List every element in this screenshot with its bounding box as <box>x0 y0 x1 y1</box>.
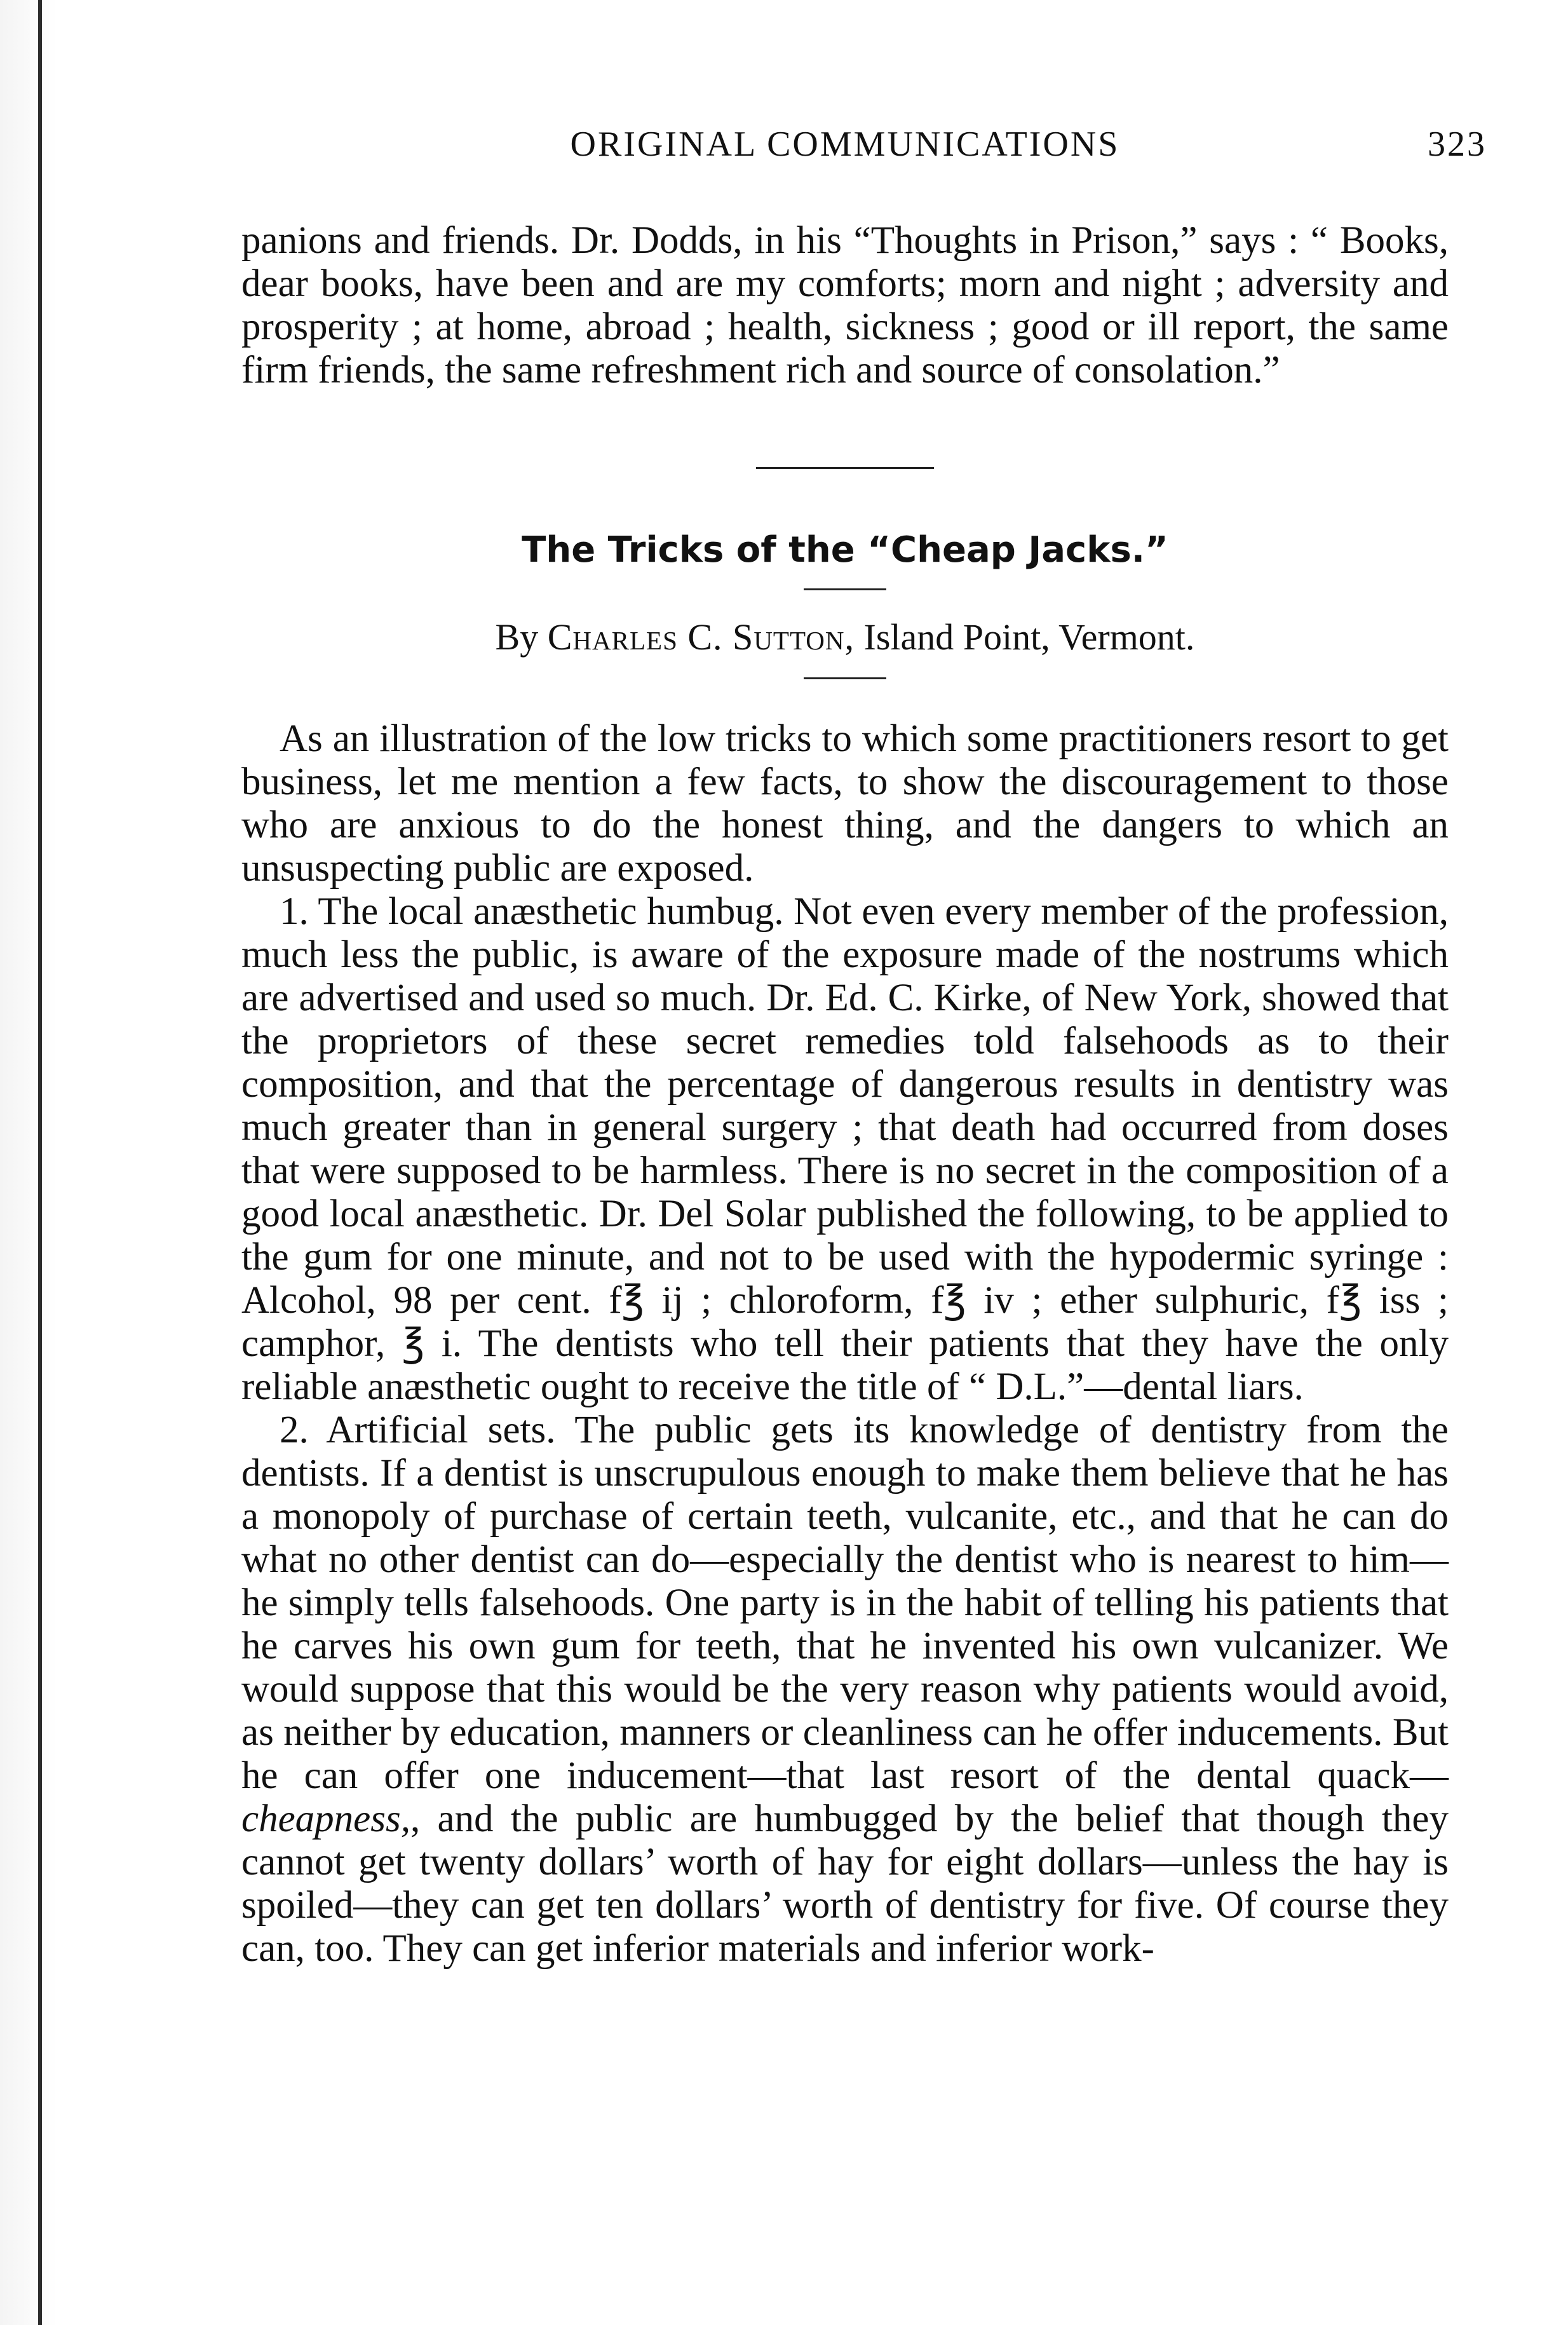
author-name: Charles C. Sutton, <box>547 616 855 658</box>
byline-prefix: By <box>495 616 539 658</box>
scan-edge-line <box>38 0 42 2325</box>
continuation-paragraph: panions and friends. Dr. Dodds, in his “Thoughts in Prison,” says : “ Books, dear books, have been and are my comforts; morn and night ; adversity and prosperity ; at home, abroad ; health, sickness ; good or ill report, the same firm friends, the same refreshment rich and source of consolation.” <box>241 219 1449 391</box>
page-number: 323 <box>1428 125 1487 164</box>
body-paragraph-text: , and the public are humbugged by the belief that though they cannot get twenty dollars’ worth of hay for eight dollars—unless the hay is spoiled—they can get ten dollars’ worth of dentistry for five. Of course they can, too. They can get inferior materials and inferior work- <box>241 1798 1449 1970</box>
emphasis-cheapness: cheapness, <box>241 1798 410 1840</box>
running-header <box>241 124 1487 181</box>
author-affiliation: Island Point, Vermont. <box>863 616 1195 658</box>
section-divider <box>756 467 934 469</box>
running-title: ORIGINAL COMMUNICATIONS <box>570 125 1120 164</box>
article-body <box>241 717 1449 1970</box>
scan-edge <box>0 0 57 2325</box>
body-paragraph: 1. The local anæsthetic humbug. Not even every member of the profession, much less the public, is aware of the exposure made of the nostrums which are advertised and used so much. Dr. Ed. C. Kirke, of New York, showed that the proprietors of these secret remedies told falsehoods as to their composition, and that the percentage of dangerous results in dentistry was much greater than in general surgery ; that death had occurred from doses that were supposed to be harmless. There is no secret in the composition of a good local anæsthetic. Dr. Del Solar published the following, to be applied to the gum for one minute, and not to be used with the hypodermic syringe : Alcohol, 98 per cent. f℥ ij ; chloroform, f℥ iv ; ether sulphuric, f℥ iss ; camphor, ℥ i. The dentists who tell their patients that they have the only reliable anæsthetic ought to receive the title of “ D.L.”—dental liars. <box>241 890 1449 1408</box>
title-rule <box>804 588 886 590</box>
body-paragraph: As an illustration of the low tricks to which some practitioners resort to get business, let me mention a few facts, to show the discouragement to those who are anxious to do the honest thing, and the dangers to which an unsuspecting public are exposed. <box>241 717 1449 890</box>
body-paragraph <box>241 1409 1449 1970</box>
body-paragraph-text: 2. Artificial sets. The public gets its knowledge of dentistry from the dentists. If a dentist is unscrupulous enough to make them believe that he has a monopoly of purchase of certain teeth, vulcanite, etc., and that he can do what no other dentist can do—especially the dentist who is nearest to him—he simply tells falsehoods. One party is in the habit of telling his patients that he carves his own gum for teeth, that he invented his own vulcanizer. We would suppose that this would be the very reason why patients would avoid, as neither by education, manners or cleanliness can he offer inducements. But he can offer one inducement—that last resort of the dental quack— <box>241 1409 1449 1797</box>
document-page <box>241 0 1487 1970</box>
byline <box>241 616 1449 658</box>
byline-rule <box>804 677 886 679</box>
article-title: The Tricks of the “Cheap Jacks.” <box>522 529 1168 571</box>
